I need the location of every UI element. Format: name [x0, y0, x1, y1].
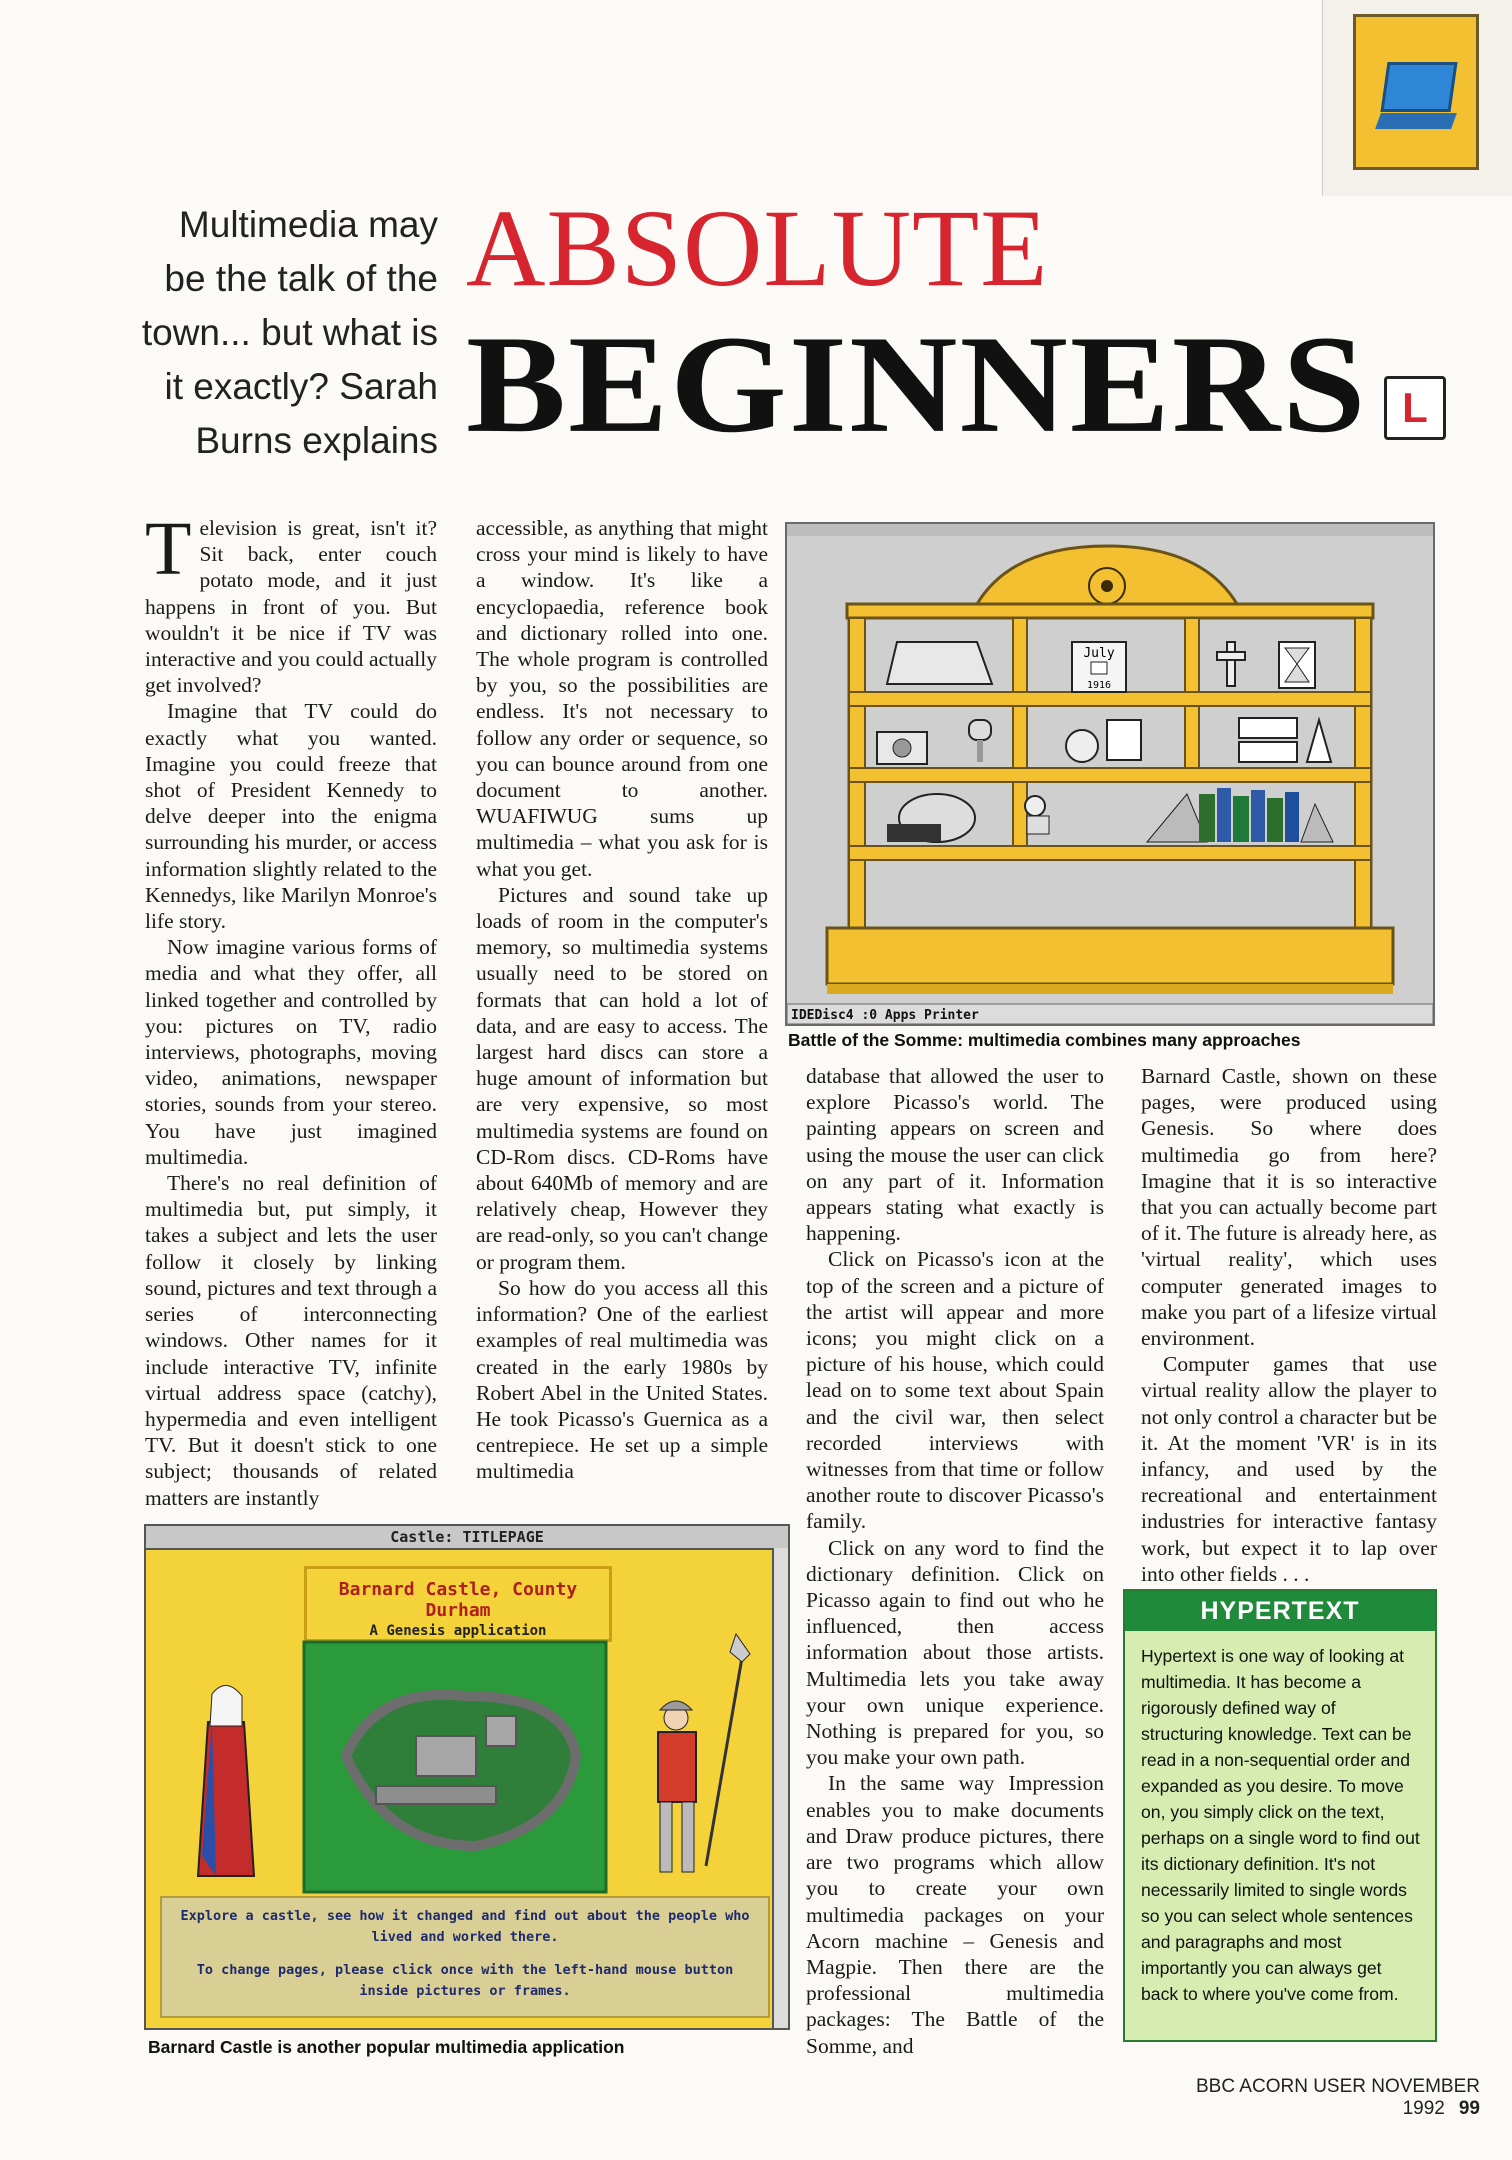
- somme-caption: Battle of the Somme: multimedia combines many approaches: [788, 1030, 1301, 1050]
- corner-computer-illustration: [1322, 0, 1512, 196]
- keyboard-icon: [1375, 113, 1457, 129]
- hypertext-heading: HYPERTEXT: [1125, 1591, 1435, 1631]
- paragraph: Computer games that use virtual reality allow the player to not only control a character but be it. At the moment 'VR' is in its infancy, and used by the recreational and entertainment industries for interactive fantasy work, but expect it to lap over into other fields . . .: [1141, 1352, 1437, 1586]
- standfirst: Multimedia may be the talk of the town... but what is it exactly? Sarah Burns explains: [141, 204, 438, 461]
- headline-beginners: BEGINNERS: [466, 307, 1368, 462]
- paragraph: Click on Picasso's icon at the top of the screen and a picture of the artist will appear and more icons; you might click on a picture of his house, which could lead on to some text about Spain and the civil war, then select recorded interviews with witnesses from that time or follow another route to discover Picasso's family.: [806, 1247, 1104, 1534]
- castle-info-line-2: To change pages, please click once with the left-hand mouse button inside pictures or frames.: [196, 1962, 734, 1999]
- article-column-1: [145, 507, 437, 1511]
- paragraph: There's no real definition of multimedia but, put simply, it takes a subject and lets the user follow it closely by linking sound, pictures and text through a series of interconnecting windows. Other names for it include interactive TV, infinite virtual address space (catchy), hypermedia and even intelligent TV. But it doesn't stick to one subject; thousands of related matters are instantly: [145, 1171, 437, 1510]
- paragraph: In the same way Impression enables you to make documents and Draw produce pictures, there are two programs which allow you to create your own multimedia packages on your Acorn machine – Genesis and Magpie. Then there are the professional multimedia packages: The Battle of the Somme, and: [806, 1771, 1104, 2058]
- paragraph: database that allowed the user to explore Picasso's world. The painting appears on screen and using the mouse the user can click on any part of it. Information appears stating what exactly is happening.: [806, 1064, 1104, 1246]
- paragraph: So how do you access all this information? One of the earliest examples of real multimedia was created in the early 1980s by Robert Abel in the United States. He took Picasso's Guernica as a centrepiece. He set up a simple multimedia: [476, 1275, 768, 1484]
- soldier-figure-icon: [658, 1634, 750, 1872]
- somme-screenshot: [785, 522, 1435, 1026]
- castle-info-text: [160, 1896, 770, 2018]
- paragraph: Now imagine various forms of media and what they offer, all linked together and controlled by you: pictures on TV, radio interviews, photographs, moving video, animations, newspaper stories, sounds from your stereo. You have just imagined multimedia.: [145, 935, 437, 1169]
- paragraph: Click on any word to find the dictionary definition. Click on Picasso again to find out who he influenced, then access information about those artists. Multimedia lets you take away your own unique experience. Nothing is prepared for you, so you make your own path.: [806, 1535, 1104, 1770]
- headline-absolute: ABSOLUTE: [466, 187, 1049, 309]
- iconbar-label: IDEDisc4 :0 Apps Printer: [791, 1008, 979, 1023]
- article-column-3: [806, 1063, 1104, 2059]
- flower-emblem-icon: [1089, 568, 1125, 604]
- publication-line: BBC ACORN USER NOVEMBER 1992: [1196, 2076, 1480, 2119]
- paragraph: Pictures and sound take up loads of room in the computer's memory, so multimedia systems usually need to be stored on formats that can hold a lot of data, and are easy to access. The largest hard discs can store a huge amount of information but are very expensive, so most multimedia systems are found on CD-Rom discs. CD-Roms have about 640Mb of memory and are relatively cheap, However they are read-only, so you can't change or program them.: [476, 882, 768, 1274]
- paragraph: Barnard Castle, shown on these pages, were produced using Genesis. So where does multimedia go from here? Imagine that it is so interactive that you can actually become part of it. The future is already here, as 'virtual reality', which uses computer generated images to make you part of a lifesize virtual environment.: [1141, 1064, 1437, 1351]
- barnard-castle-screenshot: [144, 1524, 790, 2030]
- hypertext-body: Hypertext is one way of looking at multimedia. It has become a rigorously defined way of structuring knowledge. Text can be read in a non-sequential order and expanded as you desire. To move on, you simply click on the text, perhaps on a single word to find out its dictionary definition. It's not necessarily limited to single words so you can select whole sentences and paragraphs and most importantly you can always get back to where you've come from.: [1141, 1646, 1420, 2004]
- castle-caption: Barnard Castle is another popular multimedia application: [148, 2037, 625, 2057]
- drop-cap: T: [145, 507, 192, 591]
- paragraph: accessible, as anything that might cross your mind is likely to have a window. It's like a encyclopaedia, reference book and dictionary rolled into one. The whole program is controlled by you, so the possibilities are endless. It's not necessary to follow any order or sequence, so you can bounce around from one document to another. WUAFIWUG sums up multimedia – what you ask for is what you get.: [476, 516, 768, 881]
- page-number: 99: [1458, 2098, 1480, 2119]
- castle-info-line-1: Explore a castle, see how it changed and find out about the people who lived and worked there.: [180, 1908, 750, 1945]
- monitor-icon: [1380, 62, 1457, 112]
- article-column-4: [1141, 1063, 1437, 1587]
- paragraph: Imagine that TV could do exactly what you wanted. Imagine you could freeze that shot of President Kennedy to delve deeper into the enigma surrounding his murder, or access information slightly related to the Kennedys, like Marilyn Monroe's life story.: [145, 699, 437, 934]
- svg-text:1916: 1916: [1086, 680, 1112, 691]
- hourglass-icon: [1279, 642, 1315, 688]
- calendar-icon: [1072, 642, 1126, 692]
- lady-figure-icon: [198, 1685, 254, 1876]
- banner-title: Barnard Castle, County Durham: [338, 1579, 578, 1621]
- hypertext-sidebar: [1123, 1589, 1437, 2042]
- article-column-2: [476, 515, 768, 1485]
- camera-icon: [877, 732, 927, 764]
- learner-plate-icon: L: [1384, 376, 1446, 440]
- svg-text:July: July: [1083, 646, 1115, 661]
- banner-subtitle: A Genesis application: [369, 1623, 547, 1639]
- paragraph: Television is great, isn't it? Sit back, enter couch potato mode, and it just happens in front of you. But wouldn't it be nice if TV was interactive and you could actually get involved?: [145, 507, 437, 698]
- window-title-bar: Castle: TITLEPAGE: [146, 1526, 788, 1550]
- page-footer: [1128, 2076, 1480, 2120]
